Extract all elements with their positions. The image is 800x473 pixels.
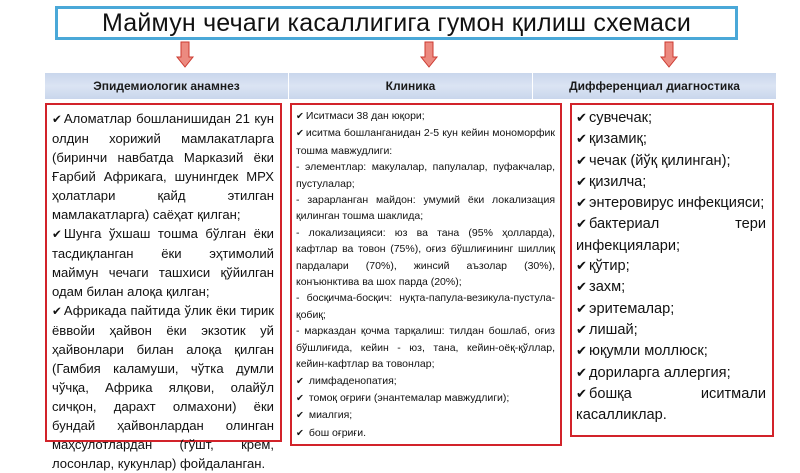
clinic-box: [290, 103, 562, 446]
differential-item: ✔ чечак (йўқ қилинган);: [576, 152, 731, 169]
check-icon: ✔: [296, 128, 304, 140]
check-icon: ✔: [576, 153, 587, 169]
check-icon: ✔: [576, 111, 587, 126]
check-icon: ✔: [576, 196, 587, 212]
check-icon: ✔: [296, 410, 304, 422]
check-icon: ✔: [576, 217, 587, 233]
differential-item: ✔ сувчечак;: [576, 110, 653, 126]
epidemiology-item: ✔ Африкада пайтида ўлик ёки тирик ёввойи ҳайвон ёки экзотик уй ҳайвонлари билан алоқа қилган (Гамбия каламуши, чўтка думли чўчқа, Африка ялқови, олайўл сичқон, дарахт олмахони) ёки бундай ҳайвонлардан олинган маҳсулотлардан (гўшт, крем, лосонлар, кукунлар) фойдаланган.: [52, 303, 274, 471]
clinic-item: ✔ томоқ оғриғи (энантемалар мавжудлиги);: [296, 391, 510, 404]
clinic-item: ✔ миалгия;: [296, 409, 353, 422]
check-icon: ✔: [296, 427, 304, 439]
differential-item: ✔ энтеровирус инфекцияси;: [576, 195, 765, 212]
check-icon: ✔: [576, 174, 587, 190]
arrow-down-icon: [176, 42, 194, 68]
clinic-subitem: - босқичма-босқич: нуқта-папула-везикула-пустула-қобиқ;: [296, 292, 555, 321]
column-header-bar: [45, 73, 776, 99]
check-icon: ✔: [576, 322, 587, 338]
differential-item: ✔ захм;: [576, 279, 626, 296]
differential-box: [570, 103, 774, 437]
check-icon: ✔: [576, 386, 587, 402]
check-icon: ✔: [296, 375, 304, 387]
check-icon: ✔: [576, 365, 587, 381]
check-icon: ✔: [52, 227, 62, 241]
differential-item: ✔ қўтир;: [576, 258, 630, 275]
header-epidemiology: Эпидемиологик анамнез: [45, 73, 289, 99]
check-icon: ✔: [576, 132, 587, 148]
clinic-subitem: - локализацияси: юз ва тана (95% ҳолларда), кафтлар ва товон (75%), оғиз бўшлиғининг шиллиқ пардалари (70%), жинсий аъзолар (30%), конъюнктива ва шох парда (20%);: [296, 226, 555, 289]
differential-item: ✔ дориларга аллергия;: [576, 364, 731, 381]
arrow-down-icon: [660, 42, 678, 68]
clinic-subitem: - марказдан қочма тарқалиш: тилдан бошлаб, оғиз бўшлиғида, кейин - юз, тана, кейин-оёқ-қўллар, кейин-кафтлар ва товонлар;: [296, 325, 555, 371]
header-differential: Дифференциал диагностика: [533, 73, 776, 99]
clinic-item: ✔ Иситмаси 38 дан юқори;: [296, 110, 425, 122]
differential-item: ✔ қизамиқ;: [576, 131, 647, 148]
check-icon: ✔: [576, 344, 587, 360]
clinic-subitem: - элементлар: макулалар, папулалар, пуфакчалар, пустулалар;: [296, 161, 555, 190]
check-icon: ✔: [576, 259, 587, 275]
check-icon: ✔: [296, 111, 304, 122]
clinic-subitem: - зарарланган майдон: умумий ёки локализация қилинган тошма шаклида;: [296, 194, 555, 223]
clinic-item: ✔ иситма бошланганидан 2-5 кун кейин мономорфик тошма мавжудлиги:: [296, 127, 555, 157]
differential-item: ✔ бошқа иситмали касалликлар.: [576, 385, 766, 424]
check-icon: ✔: [296, 392, 304, 404]
differential-item: ✔ бактериал тери инфекциялари;: [576, 216, 766, 254]
differential-item: ✔ қизилча;: [576, 173, 647, 190]
title-box: [55, 6, 738, 40]
check-icon: ✔: [52, 304, 62, 318]
epidemiology-item: ✔ Аломатлар бошланишидан 21 кун олдин хорижий мамлакатларга (биринчи навбатда Марказий ёки Ғарбий Африкага, шунингдек МРХ ҳолатлари қайд этилган мамлакатларга) саёҳат қилган;: [52, 111, 274, 222]
differential-item: ✔ юқумли моллюск;: [576, 343, 708, 360]
check-icon: ✔: [576, 301, 587, 317]
differential-item: ✔ эритемалар;: [576, 300, 675, 317]
check-icon: ✔: [52, 112, 62, 126]
epidemiology-item: ✔ Шунга ўхшаш тошма бўлган ёки тасдиқланган ёки эҳтимолий маймун чечаги ташхиси қўйилган одам билан алоқа қилган;: [52, 226, 274, 299]
page-title: Маймун чечаги касаллигига гумон қилиш схемаси: [101, 8, 691, 37]
differential-item: ✔ лишай;: [576, 321, 638, 338]
arrow-down-icon: [420, 42, 438, 68]
header-clinic: Клиника: [289, 73, 533, 99]
clinic-item: ✔ лимфаденопатия;: [296, 374, 397, 387]
check-icon: ✔: [576, 280, 587, 296]
clinic-item: ✔ бош оғриғи.: [296, 426, 367, 439]
epidemiology-box: [45, 103, 282, 471]
